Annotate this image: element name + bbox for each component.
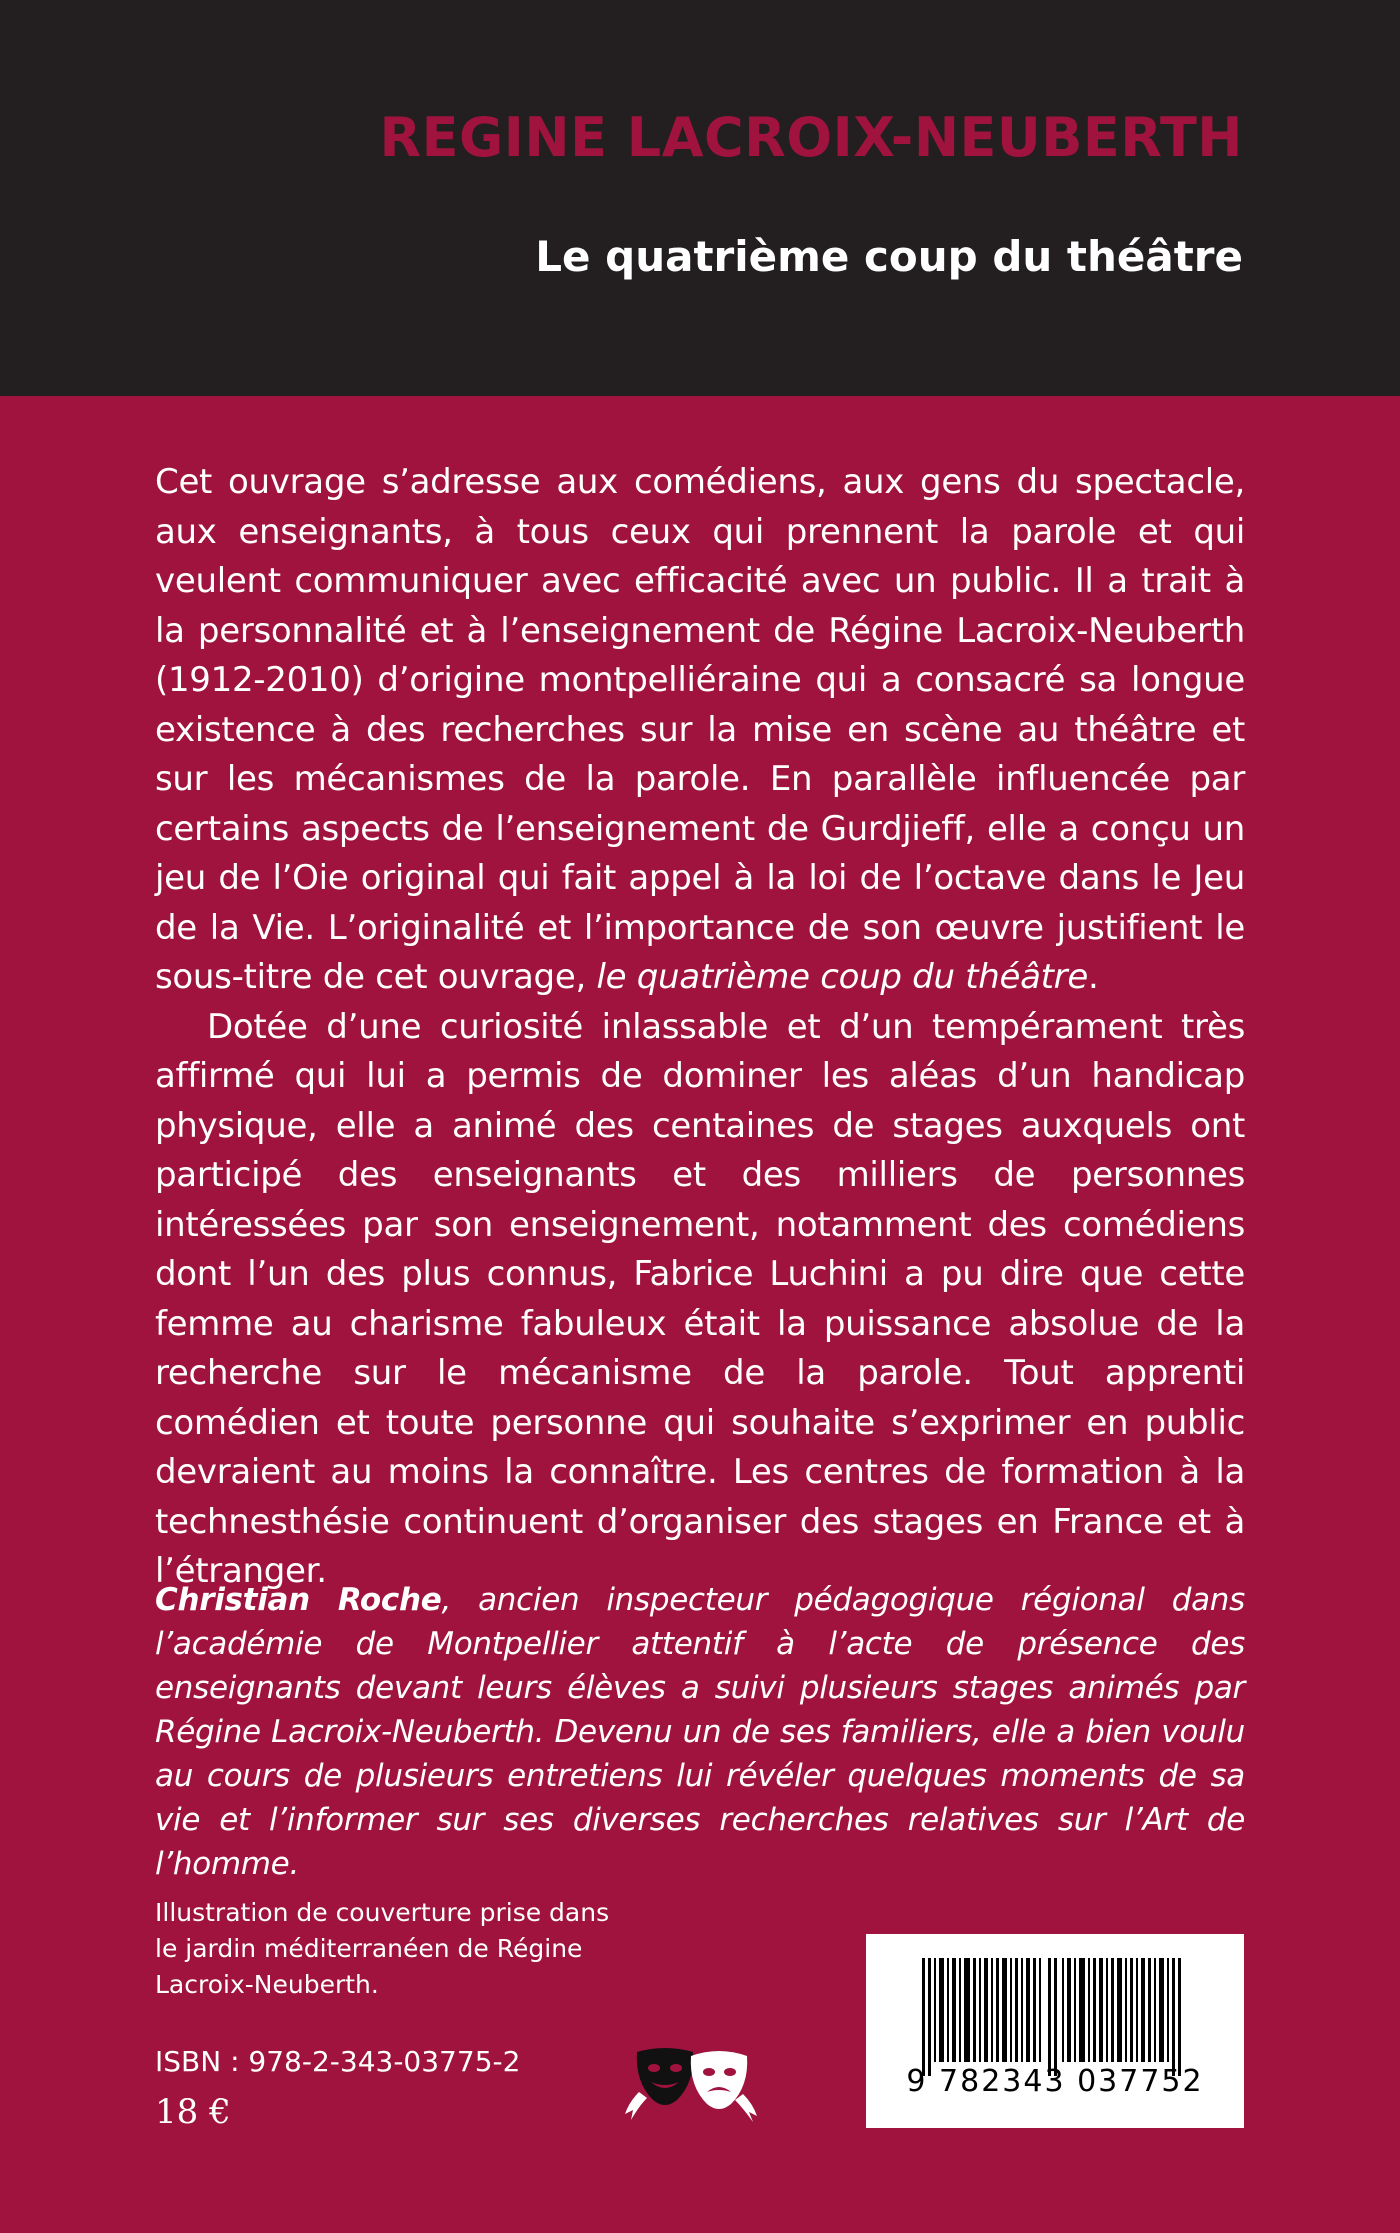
blurb-p1-end: .	[1087, 957, 1099, 997]
blurb-p1-italic: le quatrième coup du théâtre	[596, 957, 1088, 997]
cover-header	[0, 0, 1400, 396]
blurb-paragraph-2: Dotée d’une curiosité inlassable et d’un tempérament très affirmé qui lui a permis de dominer les aléas d’un handicap physique, elle a animé des centaines de stages auxquels ont participé des enseignants et des milliers de personnes intéressées par son enseignement, notamment des comédiens dont l’un des plus connus, Fabrice Luchini a pu dire que cette femme au charisme fabuleux était la puissance absolue de la recherche sur le mécanisme de la parole. Tout apprenti comédien et toute personne qui souhaite s’exprimer en public devraient au moins la connaître. Les centres de formation à la technesthésie continuent d’organiser des stages en France et à l’étranger.	[155, 1006, 1245, 1591]
isbn: ISBN : 978-2-343-03775-2	[155, 2045, 521, 2078]
bio-name: Christian Roche	[155, 1582, 442, 1618]
bio-text: , ancien inspecteur pédagogique régional dans l’académie de Montpellier attentif à l’acte de présence des enseignants devant leurs élèves a suivi plusieurs stages animés par Régine Lacroix-Neuberth. Devenu un de ses familiers, elle a bien voulu au cours de plusieurs entretiens lui révéler quelques moments de sa vie et l’informer sur ses diverses recherches relatives sur l’Art de l’homme.	[155, 1582, 1245, 1882]
author-name: REGINE LACROIX-NEUBERTH	[379, 106, 1243, 169]
book-title: Le quatrième coup du théâtre	[535, 232, 1243, 281]
price: 18 €	[155, 2092, 231, 2132]
illustration-credit: Illustration de couverture prise dans le jardin méditerranéen de Régine Lacroix-Neuberth.	[155, 1898, 610, 1999]
barcode	[866, 1934, 1244, 2128]
theatre-masks-icon	[625, 2042, 765, 2122]
blurb	[155, 458, 1245, 1597]
barcode-digits: 9 782343 037752	[906, 2064, 1204, 2099]
author-bio	[155, 1578, 1245, 1886]
blurb-paragraph-1	[155, 458, 1245, 1003]
blurb-p1-text: Cet ouvrage s’adresse aux comédiens, aux gens du spectacle, aux enseignants, à tous ceux qui prennent la parole et qui veulent communiquer avec efficacité avec un public. Il a trait à la personnalité et à l’enseignement de Régine Lacroix-Neuberth (1912-2010) d’origine montpelliéraine qui a consacré sa longue existence à des recherches sur la mise en scène au théâtre et sur les mécanismes de la parole. En parallèle influencée par certains aspects de l’enseignement de Gurdjieff, elle a conçu un jeu de l’Oie original qui fait appel à la loi de l’octave dans le Jeu de la Vie. L’originalité et l’importance de son œuvre justifient le sous-titre de cet ouvrage,	[155, 462, 1245, 997]
